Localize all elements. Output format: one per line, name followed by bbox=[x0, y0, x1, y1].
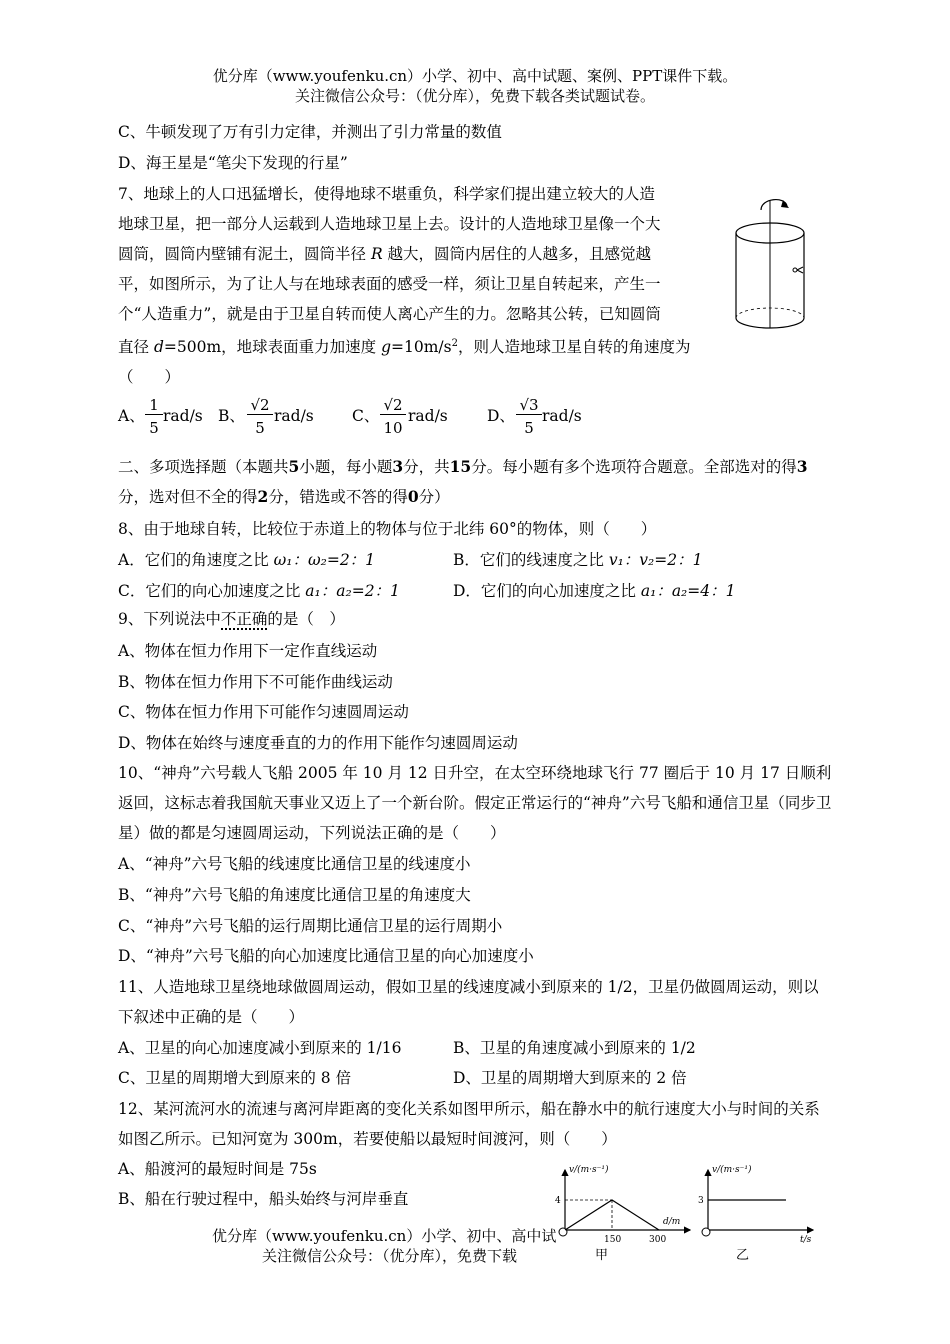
chart-yi bbox=[688, 1162, 818, 1268]
chart-yi-ytick: 3 bbox=[698, 1196, 704, 1206]
q8-option-a: A．它们的角速度之比 ω₁：ω₂=2：1 bbox=[118, 551, 376, 569]
q7-option-a-fraction: $\frac{1}{5}$ bbox=[145, 396, 163, 437]
q7-line-4: 平，如图所示，为了让人与在地球表面的感受一样，须让卫星自转起来，产生一 bbox=[118, 275, 661, 293]
chart-yi-xlabel: t/s bbox=[800, 1235, 812, 1245]
q10-option-d: D、“神舟”六号飞船的向心加速度比通信卫星的向心加速度小 bbox=[118, 947, 534, 965]
q12-option-b: B、船在行驶过程中，船头始终与河岸垂直 bbox=[118, 1190, 409, 1208]
chart-yi-title: 乙 bbox=[736, 1248, 750, 1263]
rotating-cylinder-figure bbox=[725, 190, 835, 340]
q11-option-c: C、卫星的周期增大到原来的 8 倍 bbox=[118, 1069, 352, 1087]
q10-option-b: B、“神舟”六号飞船的角速度比通信卫星的角速度大 bbox=[118, 886, 471, 904]
q9-stem: 9、下列说法中不正确的是（ ） bbox=[118, 610, 345, 628]
chart-yi-ylabel: v/(m·s⁻¹) bbox=[712, 1165, 752, 1175]
q8-option-b: B．它们的线速度之比 v₁：v₂=2：1 bbox=[453, 551, 703, 569]
q7-option-d-unit: rad/s bbox=[542, 407, 582, 425]
q7-option-a-label: A、 bbox=[118, 407, 145, 425]
q11-option-a: A、卫星的向心加速度减小到原来的 1/16 bbox=[118, 1039, 402, 1057]
chart-jia-xtick-1: 150 bbox=[604, 1235, 622, 1245]
chart-jia-ytick: 4 bbox=[555, 1196, 561, 1206]
q7-line-5: 个“人造重力”，就是由于卫星自转而使人离心产生的力。忽略其公转，已知圆筒 bbox=[118, 305, 661, 323]
q8-stem: 8、由于地球自转，比较位于赤道上的物体与位于北纬 60°的物体，则（ ） bbox=[118, 520, 657, 538]
q10-stem: 10、“神舟”六号载人飞船 2005 年 10 月 12 日升空，在太空环绕地球飞行 77 圈后于 10 月 17 日顺利返回，这标志着我国航天事业又迈上了一个新台阶。假定正常运行的“神舟”六号飞船和通信卫星（同步卫星）做的都是匀速圆周运动，下列说法正确的是（ ） bbox=[118, 764, 832, 842]
q12-option-a: A、船渡河的最短时间是 75s bbox=[118, 1160, 317, 1178]
q7-option-c-unit: rad/s bbox=[408, 407, 448, 425]
q7-option-b-fraction: $\frac{√2}{5}$ bbox=[247, 396, 273, 437]
q9-emphasis: 不正确 bbox=[220, 610, 268, 628]
section-2-heading: 二、多项选择题（本题共5小题，每小题3分，共15分。每小题有多个选项符合题意。全部选对的得3分，选对但不全的得2分，错选或不答的得0分） bbox=[118, 457, 808, 506]
q7-line-6: 直径 d=500m，地球表面重力加速度 $g=10m/s^2$，则人造地球卫星自转的角速度为 bbox=[118, 338, 691, 357]
q7-answer-paren: （ ） bbox=[118, 368, 181, 386]
q9-option-c: C、物体在恒力作用下可能作匀速圆周运动 bbox=[118, 703, 409, 721]
q7-option-a-unit: rad/s bbox=[163, 407, 203, 425]
q7-option-d-label: D、 bbox=[487, 407, 515, 425]
q7-line-2: 地球卫星，把一部分人运载到人造地球卫星上去。设计的人造地球卫星像一个大 bbox=[118, 215, 661, 233]
q7-option-b-unit: rad/s bbox=[274, 407, 314, 425]
q11-option-b: B、卫星的角速度减小到原来的 1/2 bbox=[453, 1039, 696, 1057]
q10-option-a: A、“神舟”六号飞船的线速度比通信卫星的线速度小 bbox=[118, 855, 471, 873]
q7-option-c-fraction: $\frac{√2}{10}$ bbox=[380, 396, 406, 437]
q7-line-3: 圆筒，圆筒内壁铺有泥土，圆筒半径 R 越大，圆筒内居住的人越多，且感觉越 bbox=[118, 245, 652, 263]
chart-jia-title: 甲 bbox=[595, 1248, 609, 1263]
q7-option-d-fraction: $\frac{√3}{5}$ bbox=[516, 396, 542, 437]
header-line-1: 优分库（www.youfenku.cn）小学、初中、高中试题、案例、PPT课件下载。 bbox=[212, 67, 738, 85]
q9-option-a: A、物体在恒力作用下一定作直线运动 bbox=[118, 642, 378, 660]
q9-option-d: D、物体在始终与速度垂直的力的作用下能作匀速圆周运动 bbox=[118, 734, 518, 752]
footer-line-1: 优分库（www.youfenku.cn）小学、初中、高中试 bbox=[212, 1227, 557, 1245]
q12-stem: 12、某河流河水的流速与离河岸距离的变化关系如图甲所示，船在静水中的航行速度大小与时间的关系如图乙所示。已知河宽为 300m，若要使船以最短时间渡河，则（ ） bbox=[118, 1100, 820, 1148]
q7-option-b-label: B、 bbox=[218, 407, 245, 425]
q9-option-b: B、物体在恒力作用下不可能作曲线运动 bbox=[118, 673, 393, 691]
q6-option-d: D、海王星是“笔尖下发现的行星” bbox=[118, 154, 348, 172]
chart-jia-xlabel: d/m bbox=[663, 1217, 681, 1227]
q8-option-c: C．它们的向心加速度之比 a₁：a₂=2：1 bbox=[118, 582, 400, 600]
q8-option-d: D．它们的向心加速度之比 a₁：a₂=4：1 bbox=[453, 582, 736, 600]
q6-option-c: C、牛顿发现了万有引力定律，并测出了引力常量的数值 bbox=[118, 123, 502, 141]
q7-option-c-label: C、 bbox=[352, 407, 380, 425]
q10-option-c: C、“神舟”六号飞船的运行周期比通信卫星的运行周期小 bbox=[118, 917, 503, 935]
footer-line-2: 关注微信公众号：（优分库），免费下载 bbox=[262, 1247, 518, 1265]
q11-option-d: D、卫星的周期增大到原来的 2 倍 bbox=[453, 1069, 687, 1087]
q7-line-1: 7、地球上的人口迅猛增长，使得地球不堪重负，科学家们提出建立较大的人造 bbox=[118, 185, 655, 203]
q11-stem: 11、人造地球卫星绕地球做圆周运动，假如卫星的线速度减小到原来的 1/2，卫星仍做圆周运动，则以下叙述中正确的是（ ） bbox=[118, 978, 819, 1026]
chart-jia-xtick-2: 300 bbox=[649, 1235, 667, 1245]
chart-jia bbox=[545, 1162, 695, 1268]
chart-yi-origin bbox=[702, 1228, 710, 1236]
header-line-2: 关注微信公众号：（优分库），免费下载各类试题试卷。 bbox=[294, 87, 655, 105]
chart-jia-ylabel: v/(m·s⁻¹) bbox=[569, 1165, 609, 1175]
